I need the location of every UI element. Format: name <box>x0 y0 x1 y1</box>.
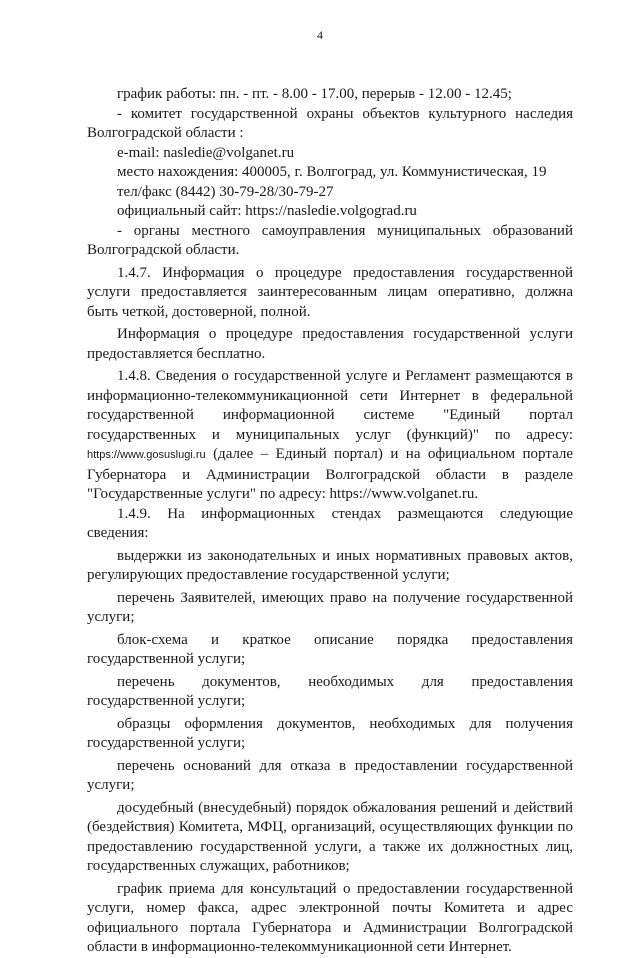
website-line: официальный сайт: https://nasledie.volgograd.ru <box>117 203 417 219</box>
stand-item-flowchart: блок-схема и краткое описание порядка предоставления государственной услуги; <box>87 631 573 667</box>
stand-item-refusal-grounds: перечень оснований для отказа в предоставлении государственной услуги; <box>87 757 573 793</box>
page-number: 4 <box>317 28 323 42</box>
heritage-committee-item: - комитет государственной охраны объектов культурного наследия Волгоградской области : <box>87 105 573 141</box>
address-line: место нахождения: 400005, г. Волгоград, ул. Коммунистическая, 19 <box>117 164 547 180</box>
stand-item-document-samples: образцы оформления документов, необходимых для получения государственной услуги; <box>87 715 573 751</box>
document-body <box>87 85 573 958</box>
work-schedule-line: график работы: пн. - пт. - 8.00 - 17.00, перерыв - 12.00 - 12.45; <box>117 86 512 102</box>
stand-item-legal-acts: выдержки из законодательных и иных нормативных правовых актов, регулирующих предоставление государственной услуги; <box>87 547 573 583</box>
paragraph-1-4-9: 1.4.9. На информационных стендах размещаются следующие сведения: <box>87 505 573 541</box>
phone-fax-line: тел/факс (8442) 30-79-28/30-79-27 <box>117 183 334 200</box>
gosuslugi-url: https://www.gosuslugi.ru <box>87 449 206 461</box>
paragraph-free-info: Информация о процедуре предоставления государственной услуги предоставляется бесплатно. <box>87 326 573 362</box>
paragraph-1-4-8-continued: (далее – Единый портал) и на официальном портале Губернатора и Администрации Волгоградской области в разделе "Государственные услуги" по адресу: https://www.volganet.ru. <box>87 446 573 502</box>
stand-item-appeal-procedure: досудебный (внесудебный) порядок обжалования решений и действий (бездействия) Комитета, МФЦ, организаций, осуществляющих функции по предоставлению государственной услуги, а также их должностных лиц, государственных служащих, работников; <box>87 799 573 874</box>
email-line: e-mail: nasledie@volganet.ru <box>117 144 295 161</box>
paragraph-1-4-8 <box>87 367 573 505</box>
paragraph-1-4-8-text: 1.4.8. Сведения о государственной услуге и Регламент размещаются в информационно-телекоммуникационной сети Интернет в федеральной государственной информационной системе "Единый портал государственных и муниципальных услуг (функций)" по адресу: <box>87 368 573 443</box>
stand-item-consultation-schedule: график приема для консультаций о предоставлении государственной услуги, номер факса, адрес электронной почты Комитета и адрес официального портала Губернатора и Администрации Волгоградской области в информационно-телекоммуникационной сети Интернет. <box>87 880 573 955</box>
local-government-item: - органы местного самоуправления муниципальных образований Волгоградской области. <box>87 222 573 258</box>
stand-item-applicants: перечень Заявителей, имеющих право на получение государственной услуги; <box>87 589 573 625</box>
stand-item-documents-list: перечень документов, необходимых для предоставления государственной услуги; <box>87 673 573 709</box>
paragraph-1-4-7: 1.4.7. Информация о процедуре предоставления государственной услуги предоставляется заинтересованным лицам оперативно, должна быть четкой, достоверной, полной. <box>87 264 573 320</box>
